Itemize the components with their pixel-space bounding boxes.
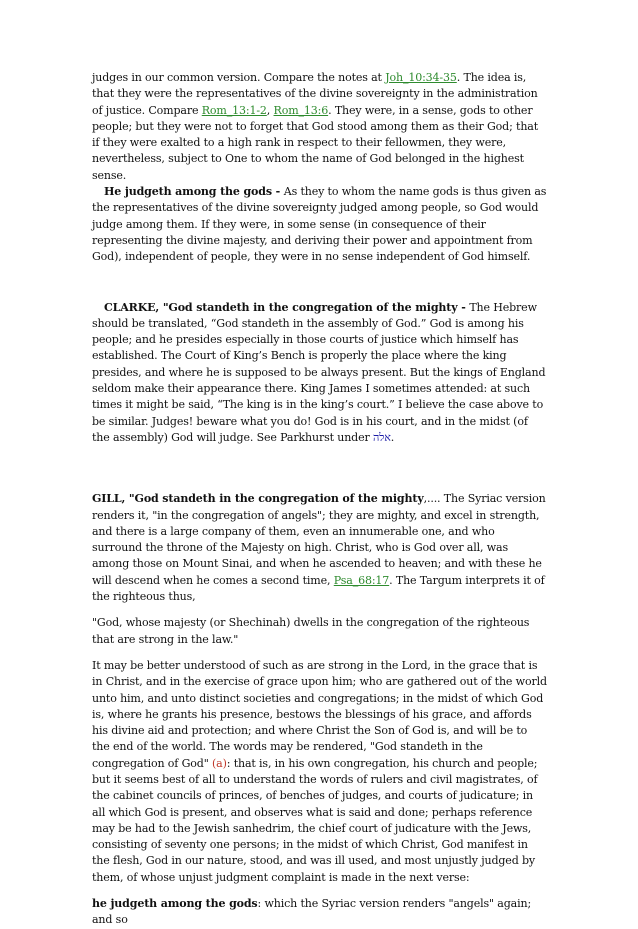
gill-paragraph-1	[92, 491, 548, 605]
gill-quote: "God, whose majesty (or Shechinah) dwells in the congregation of the righteous that are strong in the law."	[92, 616, 530, 646]
paragraph-spacer	[92, 886, 548, 896]
gill-text-3: It may be better understood of such as are strong in the Lord, in the grace that is in Christ, and in the exercise of grace upon him; who are gathered out of the world unto him, and unto distinct societies and congregations; in the midst of which God is, where he grants his presence, bestows the blessings of his grace, and affords his divine aid and protection; and where Christ the Son of God is, and will be to the end of the world. The words may be rendered, "God standeth in the congregation of God"	[92, 658, 547, 770]
gill-text-4: : that is, in his own congregation, his church and people; but it seems best of all to understand the words of rulers and civil magistrates, of the cabinet councils of princes, of benches of judges, and courts of judicature; in all which God is present, and observes what is said and done; perhaps reference may be had to the Jewish sanhedrim, the chief court of judicature with the Jews, consisting of seventy one persons; in the midst of which Christ, God manifest in the flesh, God in our nature, stood, and was ill used, and most unjustly judged by them, of whose unjust judgment complaint is made in the next verse:	[92, 756, 538, 884]
clarke-end: .	[390, 430, 395, 444]
clarke-paragraph	[92, 300, 548, 447]
gill-paragraph-4	[92, 896, 548, 929]
page-content	[92, 70, 548, 929]
footnote-marker-a[interactable]: (a)	[212, 756, 227, 770]
section-spacer	[92, 446, 548, 491]
clarke-text: The Hebrew should be translated, “God standeth in the assembly of God.” God is among his people; and he presides especially in those courts of justice which himself has established. The Court of King’s Bench is properly the place where the king presides, and where he is supposed to be always present. But the kings of England seldom make their appearance there. King James I sometimes attended: at such times it might be said, “The king is in the king’s court.” I believe the case above to be similar. Judges! beware what you do! God is in his court, and in the midst (of the assembly) God will judge. See Parkhurst under	[92, 300, 546, 444]
clarke-heading: CLARKE, "God standeth in the congregation of the mighty -	[104, 300, 470, 314]
judgeth-gods-heading: he judgeth among the gods	[92, 897, 258, 911]
gill-text-2: . The Targum interprets it of the righteous thus,	[92, 573, 545, 604]
gill-heading: GILL, "God standeth in the congregation of the mighty	[92, 492, 424, 506]
scripture-link-joh-10-34[interactable]: Joh_10:34-35	[385, 71, 457, 84]
scripture-link-rom-13-1[interactable]: Rom_13:1-2	[201, 103, 267, 117]
judgeth-paragraph	[92, 184, 548, 265]
intro-text-4: . They were, in a sense, gods to other people; but they were not to forget that God stood among them as their God; that if they were exalted to a high rank in respect to their fellowmen, they were, nevertheless, subject to One to whom the name of God belonged in the highest sense.	[92, 103, 539, 182]
scripture-link-psa-68-17[interactable]: Psa_68:17	[333, 573, 390, 587]
paragraph-spacer	[92, 605, 548, 615]
intro-text-2: . The idea is, that they were the representatives of the divine sovereignty in the administration of justice. Compare	[92, 71, 538, 117]
judgeth-heading: He judgeth among the gods -	[104, 185, 284, 199]
gill-text-1: ,.... The Syriac version renders it, "in the congregation of angels"; they are mighty, and excel in strength, and there is a large company of them, even an innumerable one, and who surround the throne of the Majesty on high. Christ, who is God over all, was among those on Mount Sinai, and when he ascended to heaven; and with these he will descend when he comes a second time,	[92, 492, 546, 587]
intro-paragraph	[92, 70, 548, 184]
intro-text-1: judges in our common version. Compare the notes at	[92, 71, 386, 84]
gill-text-5: : which the Syriac version renders "angels" again; and so	[92, 897, 532, 927]
hebrew-word-link[interactable]: אלה	[373, 430, 391, 444]
paragraph-spacer	[92, 648, 548, 658]
section-spacer	[92, 266, 548, 300]
intro-text-3: ,	[266, 103, 274, 117]
gill-paragraph-3	[92, 658, 548, 886]
scripture-link-rom-13-6[interactable]: Rom_13:6	[273, 103, 329, 117]
judgeth-text: As they to whom the name gods is thus given as the representatives of the divine sovereignty judged among people, so God would judge among them. If they were, in some sense (in consequence of their representing the divine majesty, and deriving their power and appointment from God), independent of people, they were in no sense independent of God himself.	[92, 185, 547, 264]
